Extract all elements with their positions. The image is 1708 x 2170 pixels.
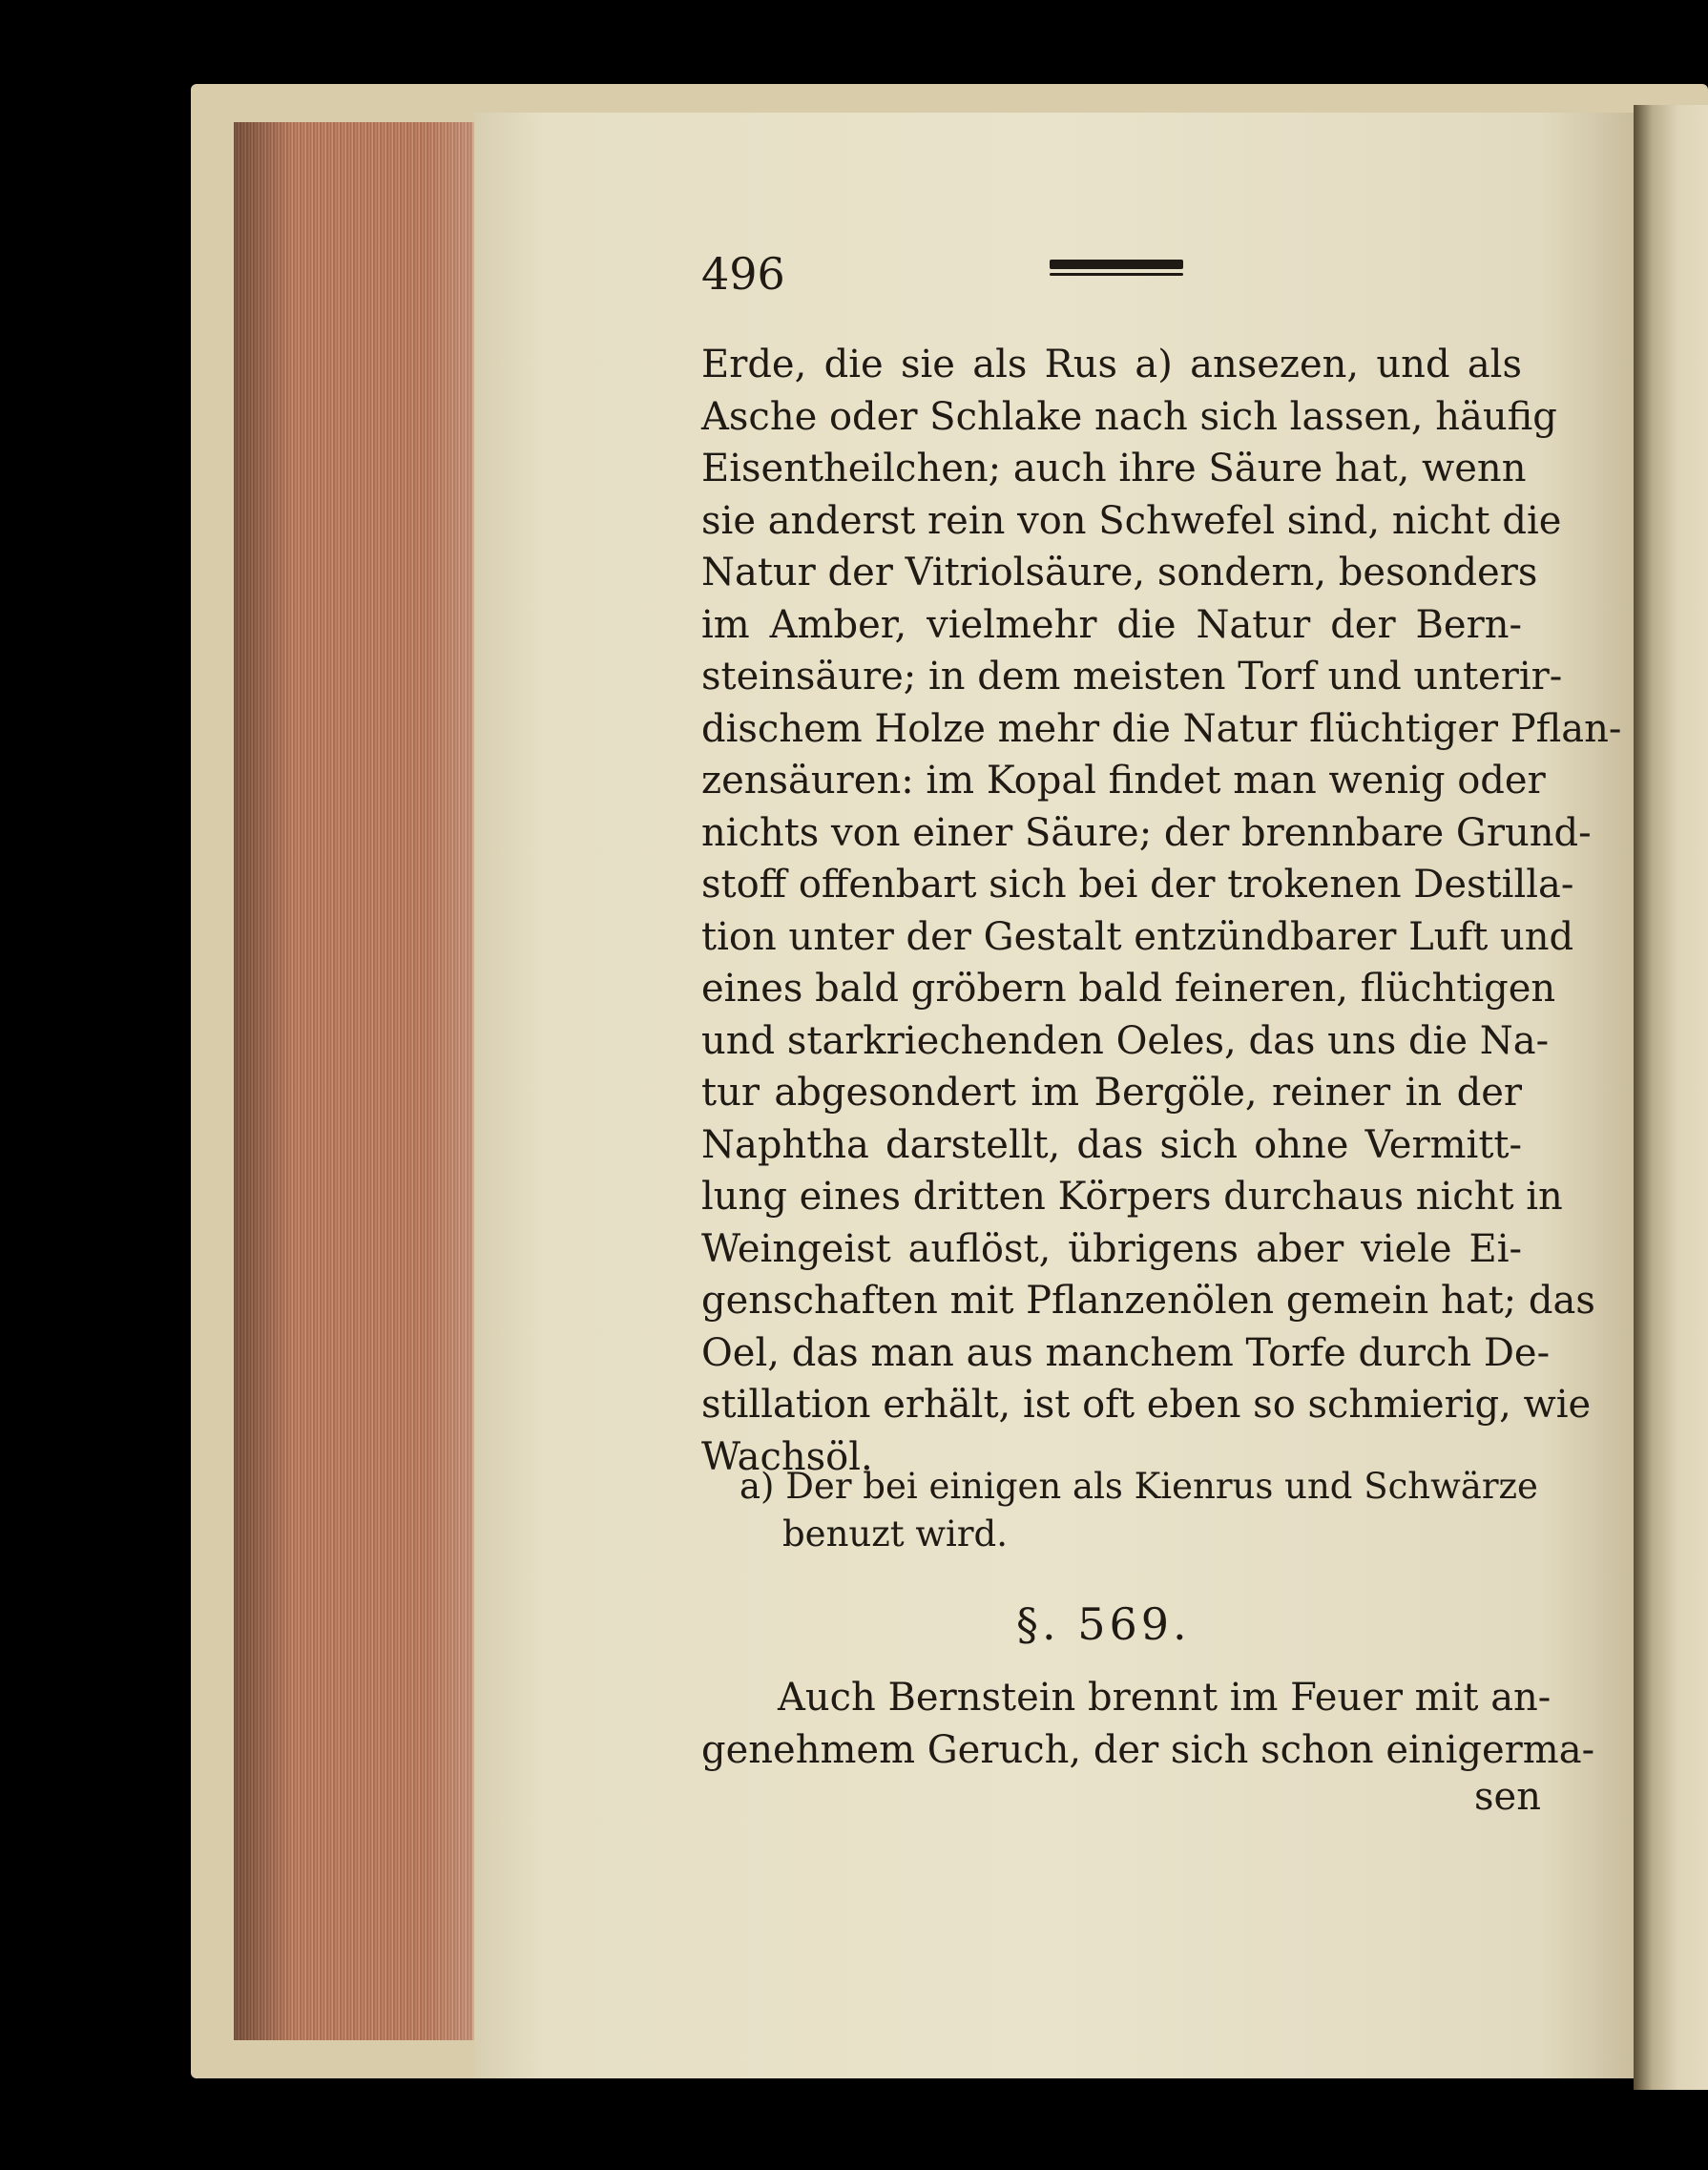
footnote-line: benuzt wird. (782, 1513, 1009, 1554)
section-heading: §. 569. (1016, 1598, 1191, 1650)
text-line: Natur der Vitriolsäure, sondern, besonders (701, 551, 1538, 595)
text-line: genehmem Geruch, der sich schon einigerma- (701, 1727, 1595, 1772)
text-line: eines bald gröbern bald feineren, flüchtigen (701, 967, 1556, 1011)
text-line: genschaften mit Pflanzenölen gemein hat; das (701, 1279, 1595, 1323)
header-rule (1050, 260, 1183, 269)
catchword: sen (1474, 1775, 1541, 1819)
text-line: Auch Bernstein brennt im Feuer mit an- (778, 1676, 1552, 1720)
text-line: nichts von einer Säure; der brennbare Grund- (701, 810, 1592, 855)
text-line: tion unter der Gestalt entzündbarer Luft und (701, 914, 1574, 959)
text-line: stoff offenbart sich bei der trokenen Destilla- (701, 863, 1574, 907)
text-line: steinsäure; in dem meisten Torf und unterir- (701, 655, 1563, 699)
second-paragraph (701, 1672, 1595, 1776)
text-line: im Amber, vielmehr die Natur der Bern- (701, 602, 1522, 647)
text-line: Erde, die sie als Rus a) ansezen, und als (701, 343, 1522, 386)
text-line: und starkriechenden Oeles, das uns die Na- (701, 1018, 1550, 1063)
adjacent-page-edge (1634, 105, 1708, 2090)
text-line: sie anderst rein von Schwefel sind, nicht die (701, 498, 1562, 543)
footnote (739, 1463, 1538, 1558)
page-number: 496 (701, 248, 785, 300)
text-line: dischem Holze mehr die Natur flüchtiger Pflan- (701, 706, 1622, 751)
text-line: Oel, das man aus manchem Torfe durch De- (701, 1330, 1551, 1375)
text-line: stillation erhält, ist oft eben so schmierig, wie (701, 1383, 1592, 1427)
main-paragraph (701, 339, 1622, 1483)
footnote-line: a) Der bei einigen als Kienrus und Schwärze (739, 1466, 1538, 1507)
text-line: Naphtha darstellt, das sich ohne Vermitt- (701, 1122, 1522, 1167)
text-line: Asche oder Schlake nach sich lassen, häufig (701, 394, 1557, 439)
text-line: lung eines dritten Körpers durchaus nicht in (701, 1175, 1563, 1219)
header-rule-thin (1050, 273, 1183, 276)
text-line: Weingeist auflöst, übrigens aber viele Ei- (701, 1226, 1522, 1271)
text-line: tur abgesondert im Bergöle, reiner in der (701, 1071, 1522, 1115)
text-line: Wachsöl. (701, 1434, 873, 1479)
text-line: Eisentheilchen; auch ihre Säure hat, wenn (701, 447, 1527, 490)
page-fore-edges (234, 122, 476, 2040)
text-line: zensäuren: im Kopal findet man wenig oder (701, 759, 1546, 803)
